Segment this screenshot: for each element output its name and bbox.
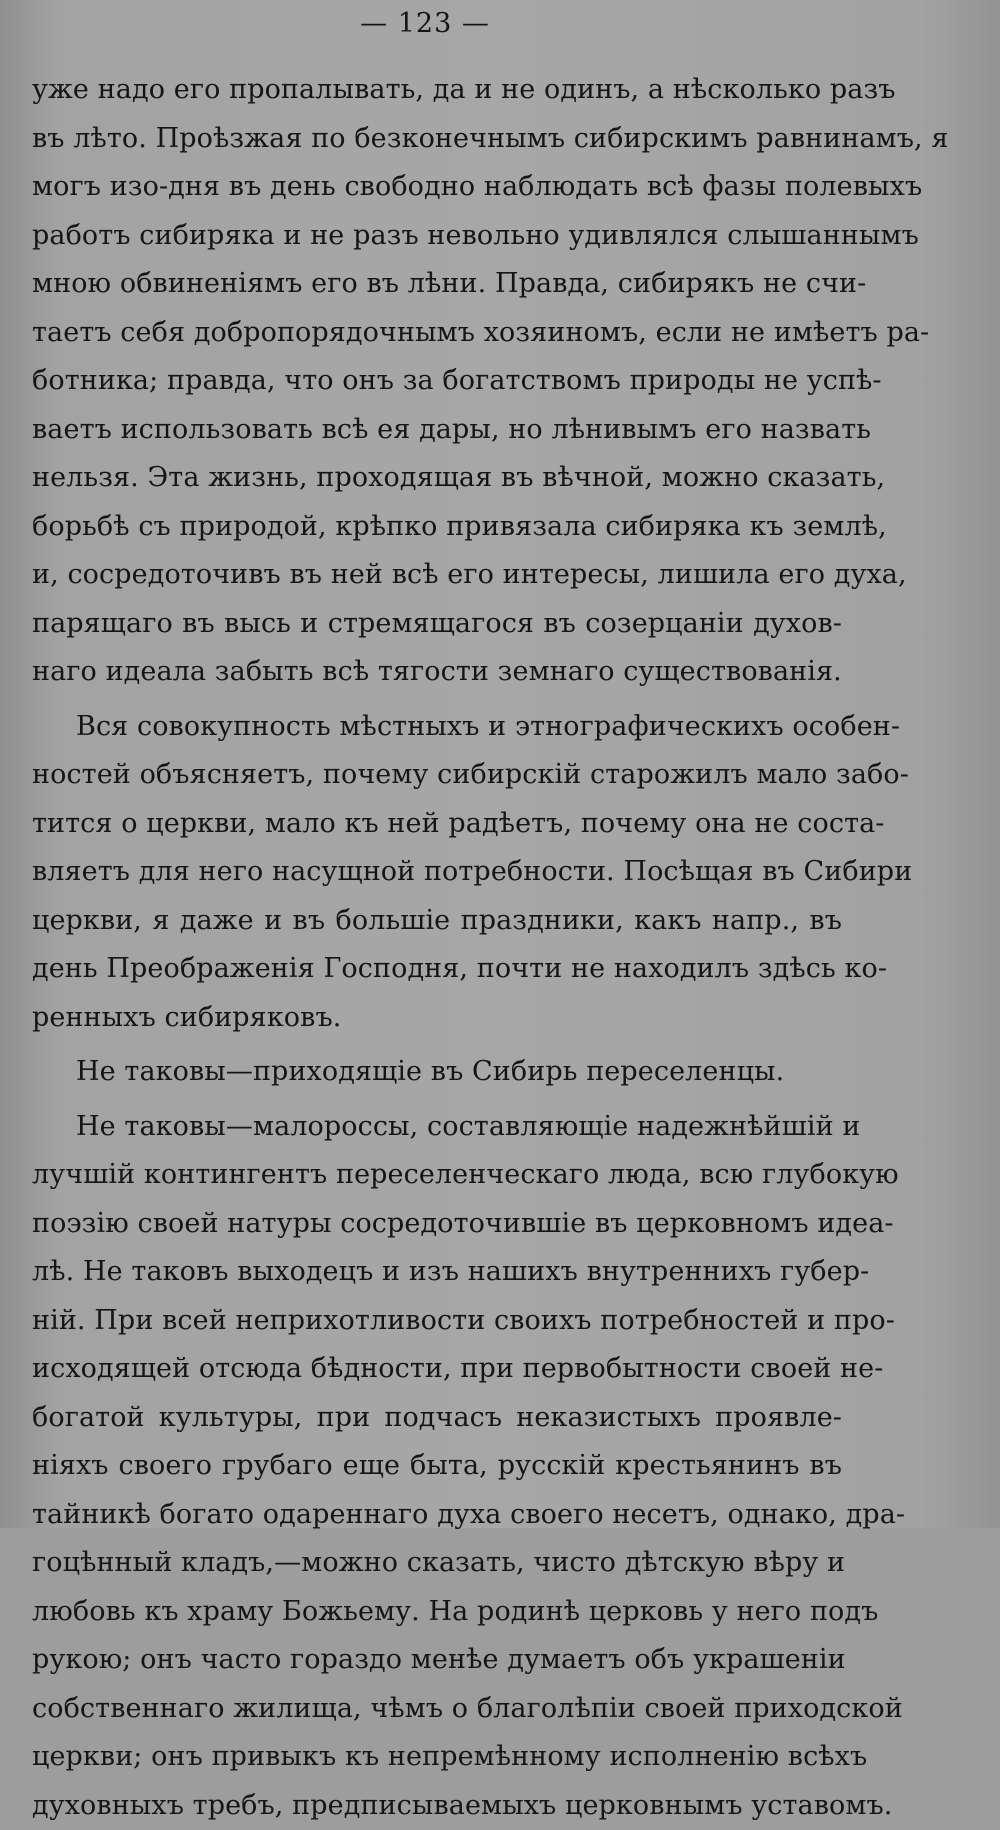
paragraph-2 <box>32 703 842 1043</box>
text-line: нельзя. Эта жизнь, проходящая въ вѣчной, можно сказать, <box>32 454 842 503</box>
paragraph-4 <box>32 1103 842 1830</box>
text-line: поэзію своей натуры сосредоточившіе въ церковномъ идеа- <box>32 1200 842 1249</box>
text-line: Вся совокупность мѣстныхъ и этнографическихъ особен- <box>32 703 842 752</box>
text-line: ностей объясняетъ, почему сибирскій старожилъ мало забо- <box>32 751 842 800</box>
paragraph-1 <box>32 66 842 697</box>
text-line: ботника; правда, что онъ за богатствомъ природы не успѣ- <box>32 357 842 406</box>
text-line: рукою; онъ часто гораздо менѣе думаетъ объ украшеніи <box>32 1636 842 1685</box>
text-line: лучшій контингентъ переселенческаго люда, всю глубокую <box>32 1151 842 1200</box>
text-line: тится о церкви, мало къ ней радѣетъ, почему она не соста- <box>32 800 842 849</box>
text-line: церкви, я даже и въ большіе праздники, какъ напр., въ <box>32 897 842 946</box>
text-line: въ лѣто. Проѣзжая по безконечнымъ сибирскимъ равнинамъ, я <box>32 115 842 164</box>
text-line: тайникѣ богато одареннаго духа своего несетъ, однако, дра- <box>32 1491 842 1540</box>
text-line: наго идеала забыть всѣ тягости земнаго существованія. <box>32 648 842 697</box>
body-text <box>32 66 842 1830</box>
text-line: духовныхъ требъ, предписываемыхъ церковнымъ уставомъ. <box>32 1782 842 1830</box>
text-line: исходящей отсюда бѣдности, при первобытности своей не- <box>32 1345 842 1394</box>
text-line: таетъ себя добропорядочнымъ хозяиномъ, если не имѣетъ ра- <box>32 309 842 358</box>
text-line: церкви; онъ привыкъ къ непремѣнному исполненію всѣхъ <box>32 1733 842 1782</box>
text-line: мною обвиненіямъ его въ лѣни. Правда, сибирякъ не счи- <box>32 260 842 309</box>
text-line: работъ сибиряка и не разъ невольно удивлялся слышаннымъ <box>32 212 842 261</box>
text-line: лѣ. Не таковъ выходецъ и изъ нашихъ внутреннихъ губер- <box>32 1248 842 1297</box>
page-number: — 123 — <box>0 8 850 39</box>
text-line: Не таковы—приходящіе въ Сибирь переселенцы. <box>32 1048 842 1097</box>
text-line: уже надо его пропалывать, да и не одинъ, а нѣсколько разъ <box>32 66 842 115</box>
text-line: могъ изо-дня въ день свободно наблюдать всѣ фазы полевыхъ <box>32 163 842 212</box>
text-line: день Преображенія Господня, почти не находилъ здѣсь ко- <box>32 945 842 994</box>
text-line: парящаго въ высь и стремящагося въ созерцаніи духов- <box>32 600 842 649</box>
text-line: любовь къ храму Божьему. На родинѣ церковь у него подъ <box>32 1588 842 1637</box>
paragraph-3 <box>32 1048 842 1097</box>
text-line: Не таковы—малороссы, составляющіе надежнѣйшій и <box>32 1103 842 1152</box>
text-line: ній. При всей неприхотливости своихъ потребностей и про- <box>32 1297 842 1346</box>
text-line: ніяхъ своего грубаго еще быта, русскій крестьянинъ въ <box>32 1442 842 1491</box>
text-line: богатой культуры, при подчасъ неказистыхъ проявле- <box>32 1394 842 1443</box>
text-line: ваетъ использовать всѣ ея дары, но лѣнивымъ его назвать <box>32 406 842 455</box>
text-line: гоцѣнный кладъ,—можно сказать, чисто дѣтскую вѣру и <box>32 1539 842 1588</box>
text-line: борьбѣ съ природой, крѣпко привязала сибиряка къ землѣ, <box>32 503 842 552</box>
text-line: вляетъ для него насущной потребности. Посѣщая въ Сибири <box>32 848 842 897</box>
text-line: и, сосредоточивъ въ ней всѣ его интересы, лишила его духа, <box>32 551 842 600</box>
text-line: ренныхъ сибиряковъ. <box>32 994 842 1043</box>
text-line: собственнаго жилища, чѣмъ о благолѣпіи своей приходской <box>32 1685 842 1734</box>
